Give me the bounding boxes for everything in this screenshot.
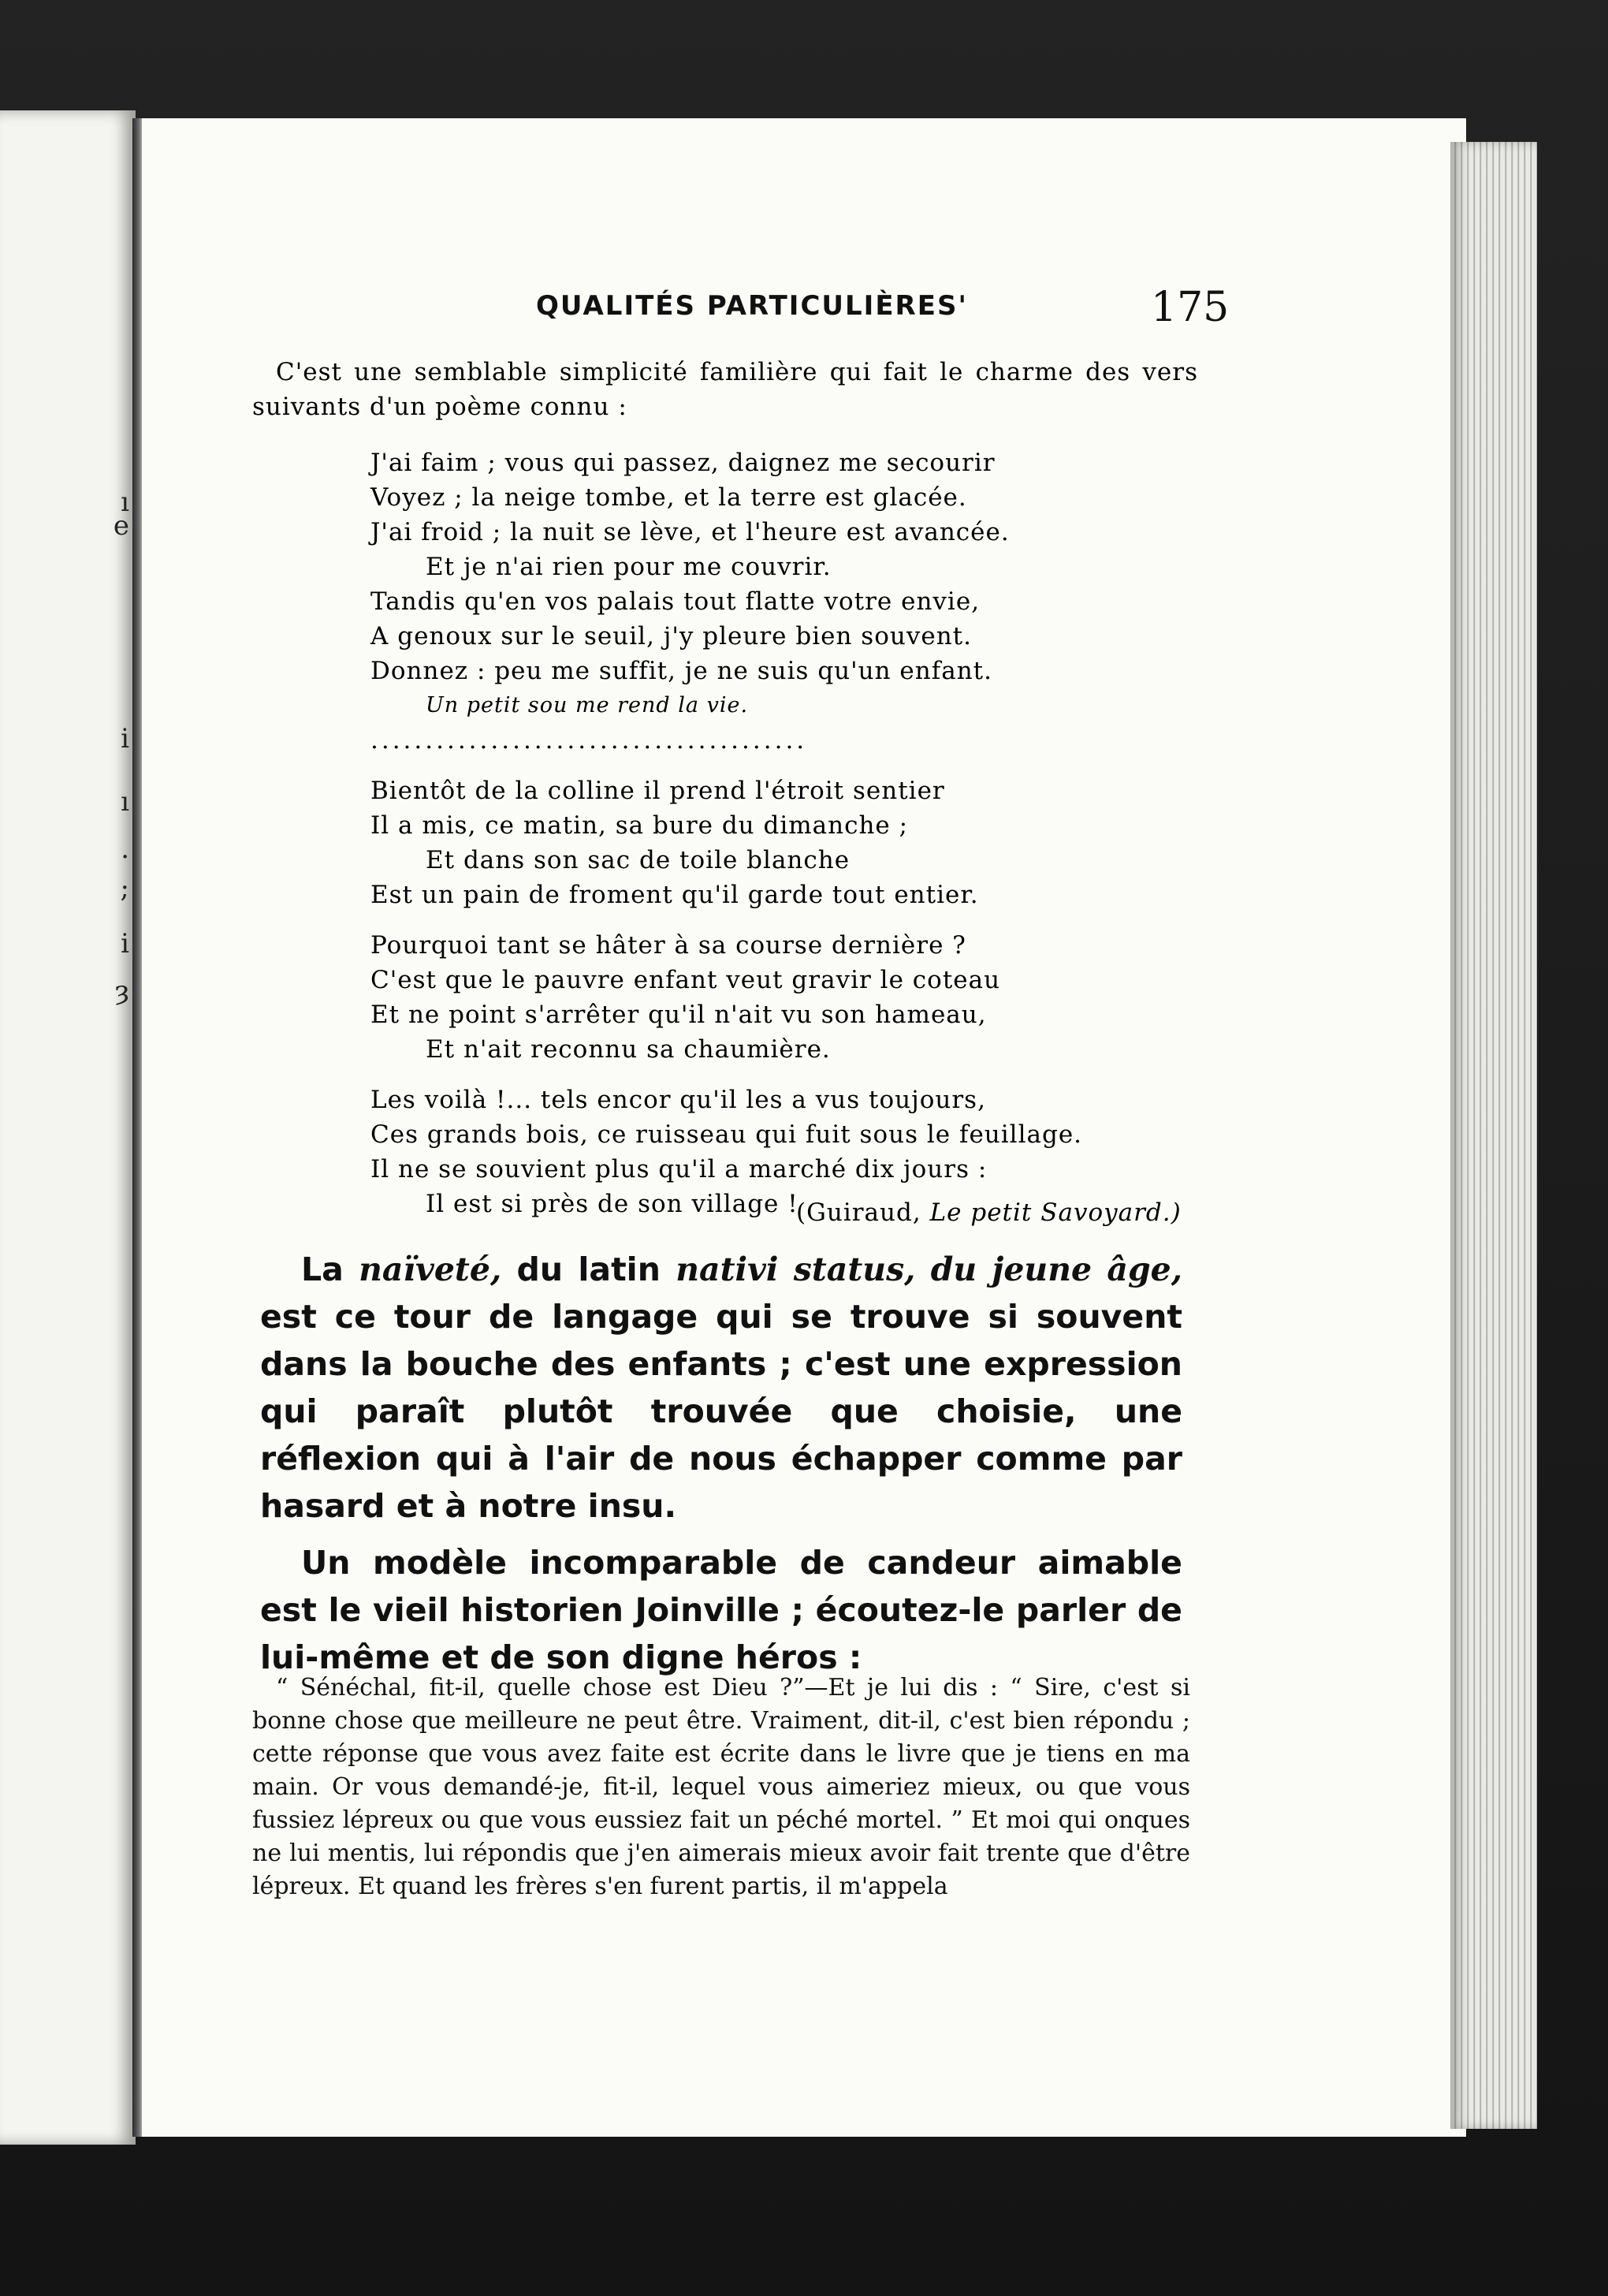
poem-line: Ces grands bois, ce ruisseau qui fuit sous le feuillage.: [370, 1120, 1083, 1149]
body-text: [260, 1246, 1182, 1690]
left-glyph: ı: [121, 486, 129, 518]
page-number: 175: [1151, 284, 1230, 331]
poem-line: J'ai froid ; la nuit se lève, et l'heure est avancée.: [370, 518, 1010, 546]
latin-phrase: nativi status, du jeune âge,: [676, 1250, 1182, 1288]
left-glyph: i: [121, 928, 129, 960]
left-glyph: ;: [120, 873, 129, 904]
left-glyph: ȝ: [115, 975, 129, 1007]
poem-line: Pourquoi tant se hâter à sa course dernière ?: [370, 931, 966, 960]
poem-line: Et je n'ai rien pour me couvrir.: [426, 553, 832, 581]
naivete-paragraph: [260, 1246, 1182, 1530]
poem-citation: [796, 1198, 1182, 1227]
citation-author: (Guiraud,: [796, 1198, 921, 1227]
left-glyph: e: [113, 510, 129, 542]
poem-line: J'ai faim ; vous qui passez, daignez me secourir: [370, 449, 996, 477]
poem-line: Et n'ait reconnu sa chaumière.: [426, 1035, 831, 1064]
left-glyph: i: [121, 723, 129, 755]
poem-line: Bientôt de la colline il prend l'étroit sentier: [370, 777, 945, 805]
left-glyph: .: [121, 833, 129, 865]
left-page-text-fragments: [106, 486, 129, 1198]
poem-line: Il ne se souvient plus qu'il a marché dix jours :: [370, 1155, 988, 1183]
joinville-quote: “ Sénéchal, fit-il, quelle chose est Dieu ?”—Et je lui dis : “ Sire, c'est si bonne chose que meilleure ne peut être. Vraiment, dit-il, c'est bien répondu ; cette réponse que vous avez faite est écrite dans le livre que je tiens en ma main. Or vous demandé-je, fit-il, lequel vous aimeriez mieux, ou que vous fussiez lépreux ou que vous eussiez fait un péché mortel. ” Et moi qui onques ne lui mentis, lui répondis que j'en aimerais mieux avoir fait trente que d'être lépreux. Et quand les frères s'en furent partis, il m'appela: [252, 1674, 1190, 1900]
poem-line: Est un pain de froment qu'il garde tout entier.: [370, 881, 979, 909]
poem-line: C'est que le pauvre enfant veut gravir le coteau: [370, 966, 1001, 994]
running-head: QUALITÉS PARTICULIÈRES': [536, 290, 968, 322]
poem-line: Donnez : peu me suffit, je ne suis qu'un enfant.: [370, 657, 992, 685]
poem-separator: ........................................: [370, 726, 808, 755]
para-lead: La: [301, 1250, 344, 1288]
poem: [370, 445, 1083, 1237]
poem-line: A genoux sur le seuil, j'y pleure bien souvent.: [370, 622, 972, 650]
poem-stanza: [370, 445, 1080, 758]
poem-line: Un petit sou me rend la vie.: [426, 693, 749, 718]
intro-paragraph: C'est une semblable simplicité familière qui fait le charme des vers suivants d'un poème connu :: [252, 358, 1198, 421]
left-page-edge: [0, 110, 136, 2145]
poem-line: Tandis qu'en vos palais tout flatte votre envie,: [370, 587, 981, 616]
citation-work: Le petit Savoyard.): [929, 1198, 1182, 1227]
poem-line: Voyez ; la neige tombe, et la terre est glacée.: [370, 483, 967, 512]
poem-line: Les voilà !... tels encor qu'il les a vus toujours,: [370, 1086, 986, 1114]
poem-line: Et ne point s'arrêter qu'il n'ait vu son hameau,: [370, 1001, 987, 1029]
poem-stanza: [370, 928, 1080, 1067]
page-stack-edges: [1450, 142, 1537, 2129]
left-glyph: ı: [121, 786, 129, 818]
poem-stanza: [370, 773, 1080, 912]
para-mid: du latin: [516, 1250, 661, 1288]
para-rest: est ce tour de langage qui se trouve si souvent dans la bouche des enfants ; c'est une expression qui paraît plutôt trouvée que choisie, une réflexion qui à l'air de nous échapper comme par hasard et à notre insu.: [260, 1298, 1182, 1525]
poem-line: Il est si près de son village !: [426, 1190, 798, 1218]
joinville-paragraph: Un modèle incomparable de candeur aimable est le vieil historien Joinville ; écoutez-le parler de lui-même et de son digne héros :: [260, 1544, 1182, 1676]
poem-line: Il a mis, ce matin, sa bure du dimanche ;: [370, 811, 909, 840]
poem-line: Et dans son sac de toile blanche: [426, 846, 851, 874]
term-naivete: naïveté,: [359, 1250, 502, 1288]
